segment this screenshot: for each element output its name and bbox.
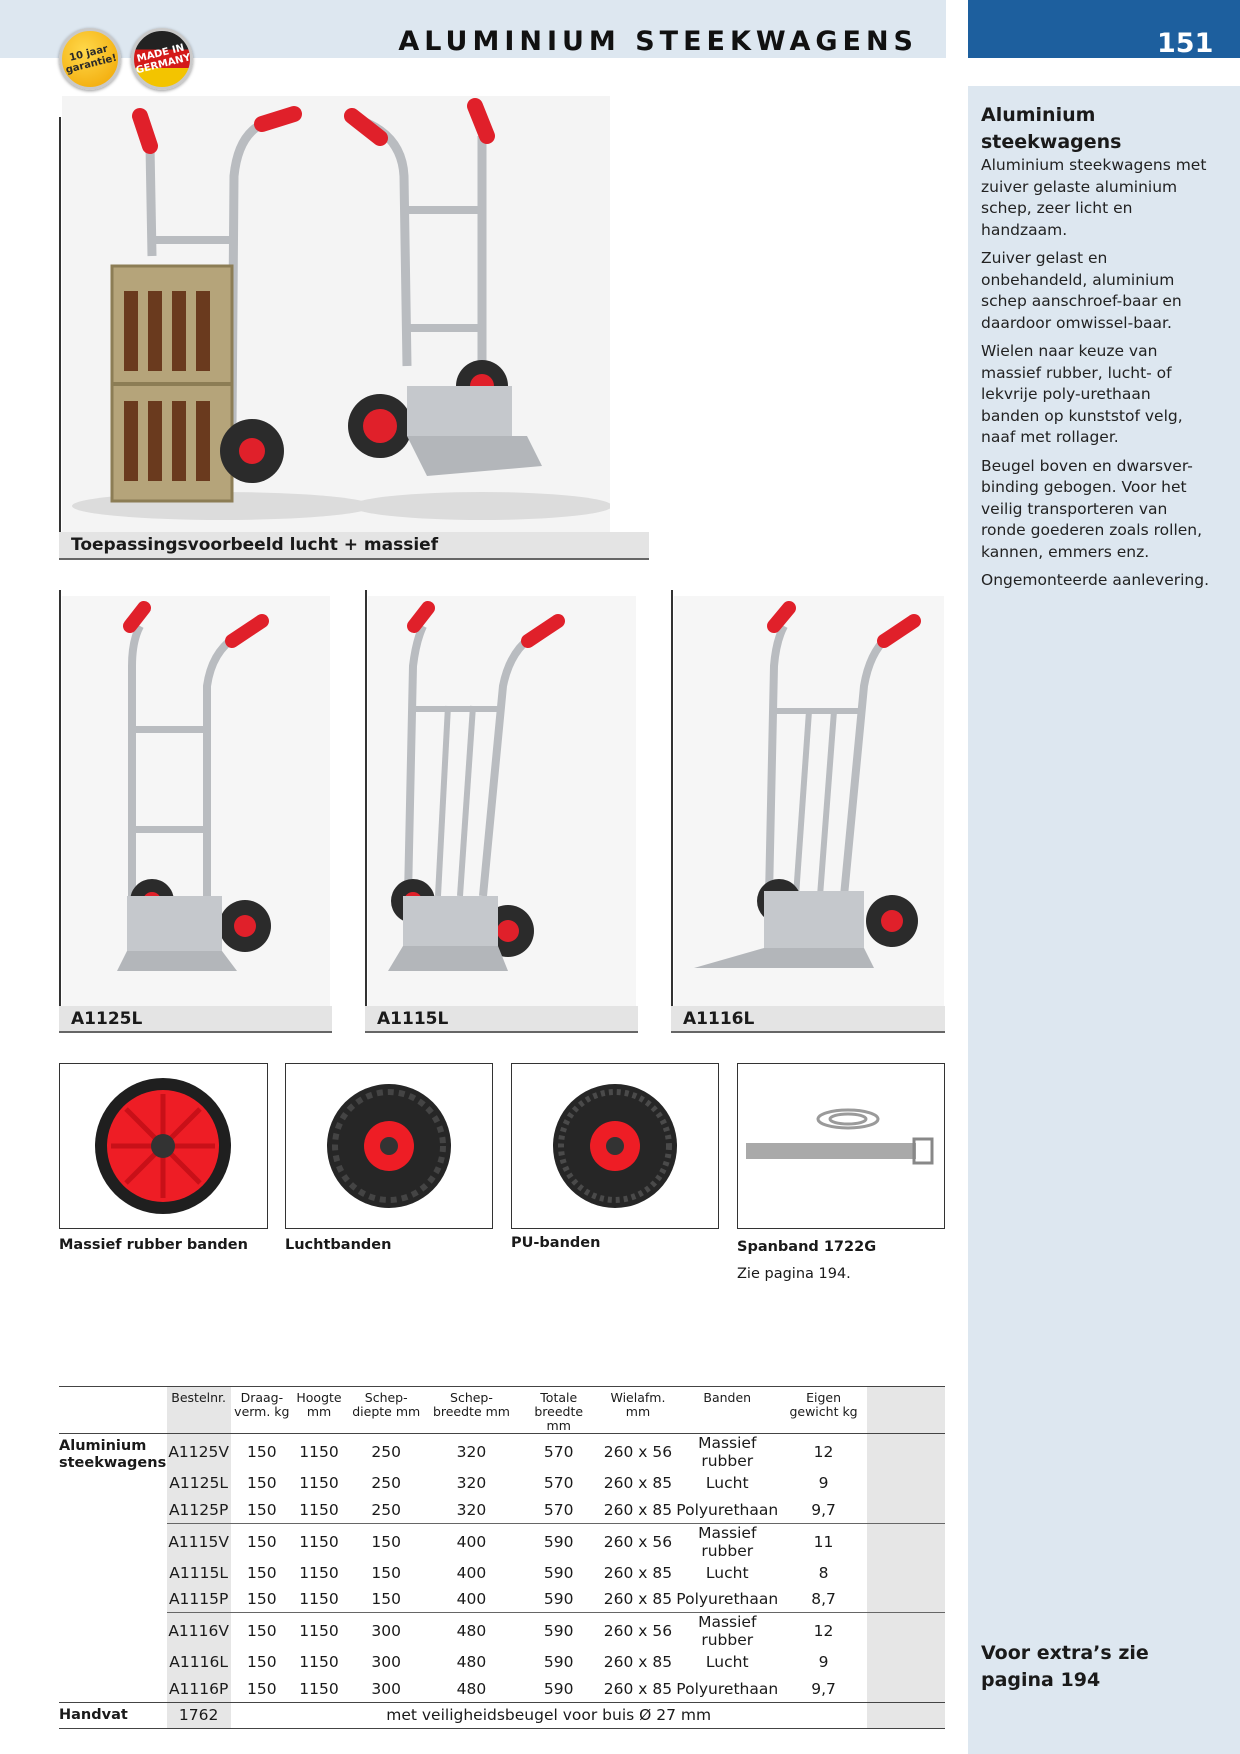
model-caption-a1115l: A1115L [365, 1006, 638, 1033]
table-cell: 400 [456, 1563, 487, 1582]
table-cell: 590 [543, 1590, 574, 1608]
table-cell-order-number: A1116L [167, 1649, 231, 1676]
table-cell: 12 [780, 1613, 866, 1650]
table-cell: 150 [231, 1523, 293, 1560]
table-cell: 1150 [299, 1500, 339, 1519]
sidebar-title: Aluminium steekwagens [981, 104, 1122, 153]
table-cell: 150 [345, 1523, 427, 1560]
warranty-badge-text: 10 jaar garantie! [64, 43, 119, 76]
warranty-badge-icon [59, 28, 121, 90]
handvat-description: met veiligheidsbeugel voor buis Ø 27 mm [231, 1702, 867, 1728]
table-header-empty [59, 1387, 167, 1434]
table-cell: 260 x 56 [602, 1523, 674, 1560]
table-row-tail [867, 1702, 945, 1728]
table-row-tail [867, 1676, 945, 1703]
table-cell: 300 [345, 1613, 427, 1650]
table-header-cell: Wielafm. mm [602, 1387, 674, 1434]
table-cell: Massief rubber [674, 1523, 780, 1560]
table-cell: 260 x 85 [603, 1474, 673, 1493]
table-cell: 400 [456, 1590, 487, 1608]
pneumatic-wheel-icon [286, 1064, 491, 1227]
table-cell: 1150 [299, 1474, 339, 1493]
table-cell: 9 [818, 1474, 829, 1493]
spec-table-body [59, 1434, 945, 1703]
table-cell: 260 x 85 [603, 1500, 673, 1519]
table-header-cell: Draag- verm. kg [231, 1387, 293, 1434]
table-cell: 590 [543, 1563, 574, 1582]
hand-truck-icon [674, 596, 944, 1006]
sidebar-paragraph: Zuiver gelast en onbehandeld, aluminium schep aanschroef-baar en daardoor omwissel-baar. [981, 249, 1182, 332]
sidebar-paragraph: Wielen naar keuze van massief rubber, lucht- of lekvrije poly-urethaan banden op kunststof velg, naaf met rollager. [981, 342, 1183, 446]
made-in-germany-icon [131, 28, 193, 90]
page-number: 151 [1157, 28, 1214, 59]
table-cell: 590 [543, 1679, 574, 1698]
table-cell: 150 [247, 1679, 277, 1698]
sidebar-paragraph: Ongemonteerde aanlevering. [981, 571, 1209, 589]
table-cell: 320 [456, 1474, 487, 1493]
table-cell: 1150 [299, 1590, 339, 1608]
accessory-caption: Massief rubber banden [59, 1237, 248, 1253]
table-header-row [59, 1387, 945, 1434]
table-row [59, 1613, 945, 1650]
table-cell: 480 [427, 1613, 515, 1650]
table-cell: 9,7 [811, 1500, 836, 1519]
table-header-cell: Hoogte mm [293, 1387, 345, 1434]
table-cell: 150 [247, 1443, 277, 1461]
model-frame-line [671, 590, 673, 1033]
hand-truck-icon [368, 596, 636, 1006]
table-row [59, 1560, 945, 1587]
table-cell: 150 [247, 1500, 277, 1519]
table-group-label: Aluminium steekwagens [59, 1438, 167, 1471]
table-cell: Massief rubber [698, 1434, 757, 1470]
table-row-tail [867, 1560, 945, 1587]
table-row [59, 1497, 945, 1524]
table-cell: 1150 [293, 1523, 345, 1560]
table-row [59, 1470, 945, 1497]
accessory-tile-pu [511, 1063, 719, 1229]
page-title: ALUMINIUM STEEKWAGENS [398, 26, 918, 57]
accessory-tile-pneumatic [285, 1063, 493, 1229]
table-row-tail [867, 1497, 945, 1524]
table-row [59, 1676, 945, 1703]
model-caption-a1116l: A1116L [671, 1006, 945, 1033]
table-header-tail [867, 1387, 945, 1434]
model-photo-a1115l [368, 596, 636, 1006]
accessory-caption: PU-banden [511, 1235, 601, 1251]
table-cell: 1150 [299, 1443, 339, 1461]
table-cell: 1150 [299, 1563, 339, 1582]
accessory-tile-solid-rubber [59, 1063, 268, 1229]
table-cell: 150 [247, 1474, 277, 1493]
table-cell: 9 [818, 1653, 829, 1672]
table-cell: 1150 [299, 1653, 339, 1672]
hero-caption: Toepassingsvoorbeeld lucht + massief [59, 532, 649, 560]
table-cell: 150 [247, 1590, 277, 1608]
table-cell: 300 [371, 1653, 401, 1672]
table-header-cell: Schep- breedte mm [427, 1387, 515, 1434]
table-row-tail [867, 1613, 945, 1650]
accessory-tile-strap [737, 1063, 945, 1229]
table-row-handvat [59, 1702, 945, 1728]
table-cell: 590 [543, 1653, 574, 1672]
made-in-germany-text: MADE IN GERMANY [134, 42, 192, 77]
table-cell: 150 [247, 1563, 277, 1582]
table-cell: 1150 [299, 1679, 339, 1698]
table-cell-order-number: A1115V [167, 1523, 231, 1560]
table-header-cell: Bestelnr. [167, 1387, 231, 1434]
accessory-caption: Luchtbanden [285, 1237, 392, 1253]
table-cell: 260 x 56 [603, 1443, 673, 1461]
model-photo-a1125l [62, 596, 330, 1006]
table-header-cell: Banden [674, 1387, 780, 1434]
table-cell: 300 [371, 1679, 401, 1698]
sidebar-paragraph: Aluminium steekwagens met zuiver gelaste aluminium schep, zeer licht en handzaam. [981, 156, 1207, 239]
table-cell-order-number: A1116P [167, 1676, 231, 1703]
table-cell: 590 [516, 1613, 602, 1650]
hero-hand-trucks-icon [62, 96, 610, 532]
table-cell: 1150 [293, 1613, 345, 1650]
model-caption-a1125l: A1125L [59, 1006, 332, 1033]
table-cell: 570 [543, 1500, 574, 1519]
handvat-number: 1762 [167, 1702, 231, 1728]
table-cell: 12 [813, 1443, 834, 1461]
pu-wheel-icon [512, 1064, 717, 1227]
table-cell: Lucht [705, 1653, 749, 1672]
table-header-cell: Schep- diepte mm [345, 1387, 427, 1434]
table-cell: 8 [818, 1563, 829, 1582]
table-row-tail [867, 1586, 945, 1613]
table-row-tail [867, 1470, 945, 1497]
table-cell: Lucht [705, 1563, 749, 1582]
table-cell: 400 [427, 1523, 515, 1560]
table-cell-order-number: A1125V [167, 1434, 231, 1471]
table-cell: 250 [371, 1474, 401, 1493]
model-photo-a1116l [674, 596, 944, 1006]
solid-rubber-wheel-icon [60, 1064, 266, 1227]
table-cell: 570 [543, 1443, 574, 1461]
table-cell: 590 [516, 1523, 602, 1560]
table-cell: 320 [456, 1443, 487, 1461]
table-cell: 250 [371, 1443, 401, 1461]
table-cell: 150 [371, 1590, 401, 1608]
accessory-caption: Spanband 1722G [737, 1239, 877, 1255]
table-cell-order-number: A1125L [167, 1470, 231, 1497]
table-cell: 8,7 [811, 1590, 836, 1608]
table-row [59, 1523, 945, 1560]
hero-frame-line [59, 117, 61, 559]
spec-table [59, 1386, 945, 1729]
model-frame-line [365, 590, 367, 1033]
table-cell: Polyurethaan [676, 1590, 779, 1608]
table-cell: Polyurethaan [676, 1679, 779, 1698]
table-cell: 260 x 85 [603, 1563, 673, 1582]
table-row-tail [867, 1434, 945, 1471]
table-cell: 260 x 56 [602, 1613, 674, 1650]
table-row-tail [867, 1649, 945, 1676]
table-cell: 480 [456, 1653, 487, 1672]
hand-truck-icon [62, 596, 330, 1006]
sidebar-footer-note: Voor extra’s zie pagina 194 [981, 1642, 1149, 1691]
table-cell-order-number: A1116V [167, 1613, 231, 1650]
table-cell-order-number: A1115P [167, 1586, 231, 1613]
sidebar-description [981, 155, 1211, 599]
handvat-label: Handvat [59, 1702, 167, 1728]
accessory-subcaption: Zie pagina 194. [737, 1266, 851, 1282]
table-cell: 150 [247, 1653, 277, 1672]
table-cell: 9,7 [811, 1679, 836, 1698]
hero-photo [62, 96, 610, 532]
table-cell: 480 [456, 1679, 487, 1698]
table-header-cell: Totale breedte mm [516, 1387, 602, 1434]
table-row [59, 1586, 945, 1613]
table-cell: Lucht [705, 1474, 749, 1493]
table-cell: Massief rubber [674, 1613, 780, 1650]
table-cell: 260 x 85 [603, 1679, 673, 1698]
table-row-tail [867, 1523, 945, 1560]
table-cell-order-number: A1115L [167, 1560, 231, 1587]
table-cell: 260 x 85 [603, 1590, 673, 1608]
table-cell: 320 [456, 1500, 487, 1519]
table-cell-order-number: A1125P [167, 1497, 231, 1524]
strap-icon [738, 1064, 943, 1227]
table-cell: 570 [543, 1474, 574, 1493]
table-row [59, 1649, 945, 1676]
table-cell: Polyurethaan [676, 1500, 779, 1519]
model-frame-line [59, 590, 61, 1033]
table-row [59, 1434, 945, 1471]
table-cell: 11 [780, 1523, 866, 1560]
table-cell: 150 [231, 1613, 293, 1650]
table-header-cell: Eigen gewicht kg [780, 1387, 866, 1434]
sidebar-paragraph: Beugel boven en dwarsver-binding gebogen. Voor het veilig transporteren van ronde goederen zoals rollen, kannen, emmers enz. [981, 456, 1203, 561]
table-cell: 150 [371, 1563, 401, 1582]
table-cell: 250 [371, 1500, 401, 1519]
table-cell: 260 x 85 [603, 1653, 673, 1672]
